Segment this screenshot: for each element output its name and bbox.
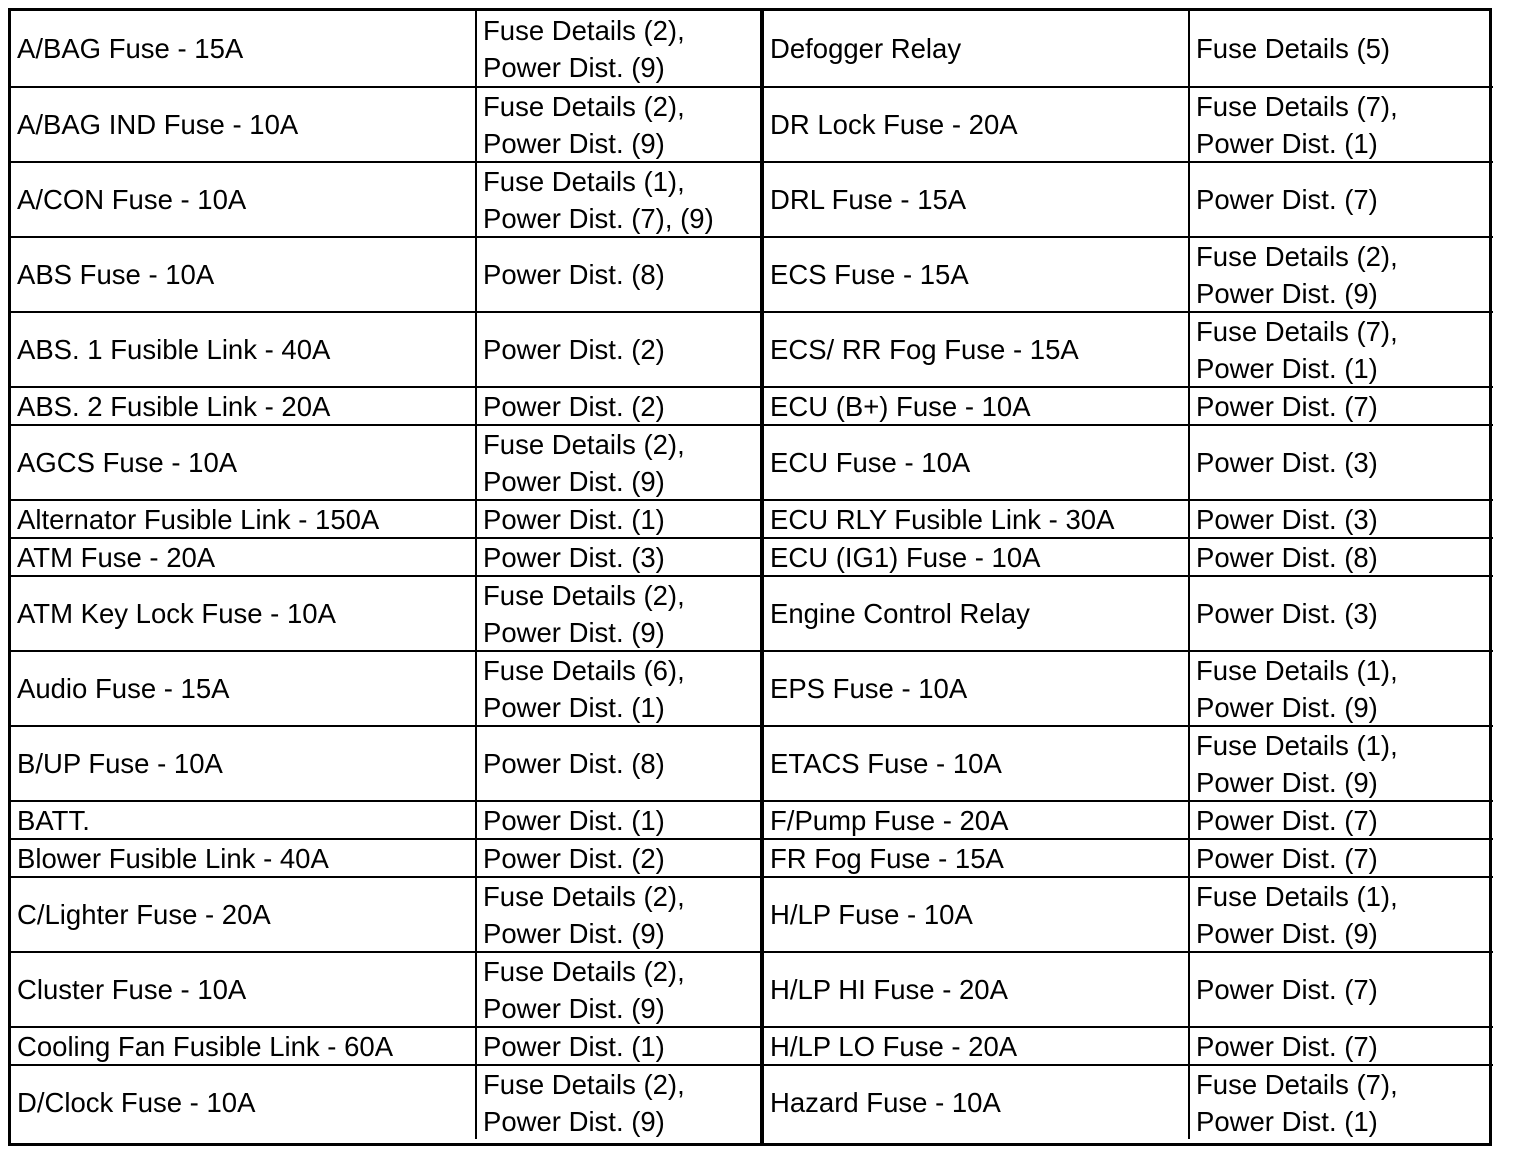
reference-cell bbox=[477, 878, 760, 951]
page-reference: Fuse Details (2), Power Dist. (9) bbox=[1196, 240, 1398, 309]
table-row bbox=[764, 838, 1493, 876]
page-reference: Power Dist. (2) bbox=[483, 334, 665, 365]
page-reference: Power Dist. (3) bbox=[483, 541, 665, 573]
reference-cell bbox=[1190, 313, 1493, 386]
component-name-cell bbox=[11, 953, 477, 1026]
component-name-cell bbox=[11, 501, 477, 537]
component-name: EPS Fuse - 10A bbox=[770, 673, 968, 704]
page-reference: Fuse Details (2), Power Dist. (9) bbox=[483, 880, 685, 949]
reference-cell bbox=[1190, 11, 1493, 86]
component-name: H/LP HI Fuse - 20A bbox=[770, 974, 1008, 1005]
component-name-cell bbox=[764, 652, 1190, 725]
component-name-cell bbox=[11, 878, 477, 951]
page-reference: Power Dist. (7) bbox=[1196, 1030, 1378, 1062]
table-row bbox=[11, 311, 760, 386]
component-name-cell bbox=[11, 11, 477, 86]
component-name: Alternator Fusible Link - 150A bbox=[17, 503, 380, 535]
reference-cell bbox=[1190, 727, 1493, 800]
component-name: ATM Fuse - 20A bbox=[17, 541, 216, 573]
component-name: Audio Fuse - 15A bbox=[17, 673, 230, 704]
table-row bbox=[764, 951, 1493, 1026]
component-name-cell bbox=[764, 577, 1190, 650]
table-row bbox=[764, 800, 1493, 838]
component-name-cell bbox=[764, 88, 1190, 161]
component-name: Blower Fusible Link - 40A bbox=[17, 842, 329, 874]
page-reference: Fuse Details (2), Power Dist. (9) bbox=[483, 14, 685, 83]
page-reference: Power Dist. (3) bbox=[1196, 503, 1378, 535]
table-row bbox=[11, 1026, 760, 1064]
page-reference: Fuse Details (7), Power Dist. (1) bbox=[1196, 315, 1398, 384]
table-row bbox=[764, 499, 1493, 537]
component-name: ATM Key Lock Fuse - 10A bbox=[17, 598, 336, 629]
component-name: F/Pump Fuse - 20A bbox=[770, 804, 1009, 836]
component-name: ABS. 1 Fusible Link - 40A bbox=[17, 334, 331, 365]
reference-cell bbox=[477, 11, 760, 86]
table-row bbox=[11, 800, 760, 838]
component-name-cell bbox=[764, 426, 1190, 499]
component-name-cell bbox=[11, 802, 477, 838]
page-reference: Fuse Details (1), Power Dist. (9) bbox=[1196, 880, 1398, 949]
page-reference: Fuse Details (2), Power Dist. (9) bbox=[483, 1068, 685, 1137]
table-row bbox=[11, 876, 760, 951]
page-reference: Fuse Details (1), Power Dist. (7), (9) bbox=[483, 165, 714, 234]
reference-cell bbox=[477, 388, 760, 424]
component-name: Cooling Fan Fusible Link - 60A bbox=[17, 1030, 394, 1062]
table-row bbox=[11, 236, 760, 311]
reference-cell bbox=[1190, 840, 1493, 876]
component-name-cell bbox=[764, 163, 1190, 236]
component-name: ETACS Fuse - 10A bbox=[770, 748, 1002, 779]
component-name-cell bbox=[11, 426, 477, 499]
reference-cell bbox=[1190, 1028, 1493, 1064]
page-reference: Power Dist. (8) bbox=[1196, 541, 1378, 573]
table-row bbox=[764, 876, 1493, 951]
table-row bbox=[764, 537, 1493, 575]
page-reference: Fuse Details (6), Power Dist. (1) bbox=[483, 654, 685, 723]
page-reference: Power Dist. (7) bbox=[1196, 842, 1378, 874]
page-reference: Power Dist. (8) bbox=[483, 259, 665, 290]
reference-cell bbox=[477, 802, 760, 838]
table-row bbox=[11, 1064, 760, 1139]
component-name: H/LP Fuse - 10A bbox=[770, 899, 973, 930]
component-name-cell bbox=[764, 878, 1190, 951]
page-reference: Fuse Details (2), Power Dist. (9) bbox=[483, 90, 685, 159]
table-row bbox=[11, 951, 760, 1026]
right-column-table bbox=[764, 11, 1493, 1143]
table-row bbox=[11, 499, 760, 537]
table-row bbox=[764, 11, 1493, 86]
page-reference: Power Dist. (2) bbox=[483, 390, 665, 422]
page-reference: Power Dist. (3) bbox=[1196, 447, 1378, 478]
page-reference: Power Dist. (7) bbox=[1196, 804, 1378, 836]
component-name-cell bbox=[764, 727, 1190, 800]
page-reference: Fuse Details (1), Power Dist. (9) bbox=[1196, 654, 1398, 723]
page-reference: Power Dist. (3) bbox=[1196, 598, 1378, 629]
table-row bbox=[764, 311, 1493, 386]
table-row bbox=[11, 424, 760, 499]
table-row bbox=[764, 86, 1493, 161]
reference-cell bbox=[1190, 878, 1493, 951]
component-name-cell bbox=[11, 727, 477, 800]
component-name-cell bbox=[11, 238, 477, 311]
component-name-cell bbox=[11, 1028, 477, 1064]
table-row bbox=[11, 650, 760, 725]
reference-cell bbox=[477, 426, 760, 499]
page-reference: Fuse Details (7), Power Dist. (1) bbox=[1196, 90, 1398, 159]
table-row bbox=[764, 236, 1493, 311]
component-name-cell bbox=[764, 802, 1190, 838]
component-name-cell bbox=[11, 652, 477, 725]
component-name-cell bbox=[764, 953, 1190, 1026]
reference-cell bbox=[477, 727, 760, 800]
component-name: A/BAG IND Fuse - 10A bbox=[17, 109, 299, 140]
table-row bbox=[11, 11, 760, 86]
reference-cell bbox=[1190, 238, 1493, 311]
table-row bbox=[764, 1026, 1493, 1064]
component-name-cell bbox=[11, 313, 477, 386]
reference-cell bbox=[477, 313, 760, 386]
component-name: BATT. bbox=[17, 804, 90, 836]
component-name-cell bbox=[11, 1066, 477, 1139]
component-name: ECU RLY Fusible Link - 30A bbox=[770, 503, 1115, 535]
page-reference: Power Dist. (8) bbox=[483, 748, 665, 779]
component-name: ECU (B+) Fuse - 10A bbox=[770, 390, 1031, 422]
table-row bbox=[11, 838, 760, 876]
component-name-cell bbox=[11, 388, 477, 424]
left-column-table bbox=[11, 11, 760, 1143]
page-reference: Fuse Details (2), Power Dist. (9) bbox=[483, 428, 685, 497]
reference-cell bbox=[1190, 953, 1493, 1026]
reference-cell bbox=[477, 238, 760, 311]
reference-cell bbox=[1190, 577, 1493, 650]
component-name-cell bbox=[764, 11, 1190, 86]
page-reference: Fuse Details (5) bbox=[1196, 33, 1391, 64]
reference-cell bbox=[477, 163, 760, 236]
component-name: A/BAG Fuse - 15A bbox=[17, 33, 244, 64]
reference-cell bbox=[1190, 539, 1493, 575]
page-reference: Power Dist. (7) bbox=[1196, 184, 1378, 215]
reference-cell bbox=[1190, 802, 1493, 838]
fuse-index-table bbox=[8, 8, 1492, 1146]
component-name-cell bbox=[764, 388, 1190, 424]
table-row bbox=[764, 575, 1493, 650]
component-name-cell bbox=[764, 238, 1190, 311]
component-name: Defogger Relay bbox=[770, 33, 962, 64]
page-reference: Power Dist. (1) bbox=[483, 503, 665, 535]
component-name-cell bbox=[11, 840, 477, 876]
component-name: ABS Fuse - 10A bbox=[17, 259, 215, 290]
reference-cell bbox=[477, 501, 760, 537]
component-name: ABS. 2 Fusible Link - 20A bbox=[17, 390, 331, 422]
reference-cell bbox=[477, 840, 760, 876]
reference-cell bbox=[477, 1066, 760, 1139]
table-row bbox=[11, 537, 760, 575]
component-name: B/UP Fuse - 10A bbox=[17, 748, 223, 779]
table-row bbox=[764, 386, 1493, 424]
component-name-cell bbox=[764, 539, 1190, 575]
page-reference: Fuse Details (2), Power Dist. (9) bbox=[483, 579, 685, 648]
reference-cell bbox=[1190, 1066, 1493, 1139]
reference-cell bbox=[1190, 88, 1493, 161]
component-name: C/Lighter Fuse - 20A bbox=[17, 899, 271, 930]
page-reference: Power Dist. (1) bbox=[483, 1030, 665, 1062]
reference-cell bbox=[477, 88, 760, 161]
table-row bbox=[764, 650, 1493, 725]
component-name-cell bbox=[11, 88, 477, 161]
component-name: ECS Fuse - 15A bbox=[770, 259, 969, 290]
table-row bbox=[764, 424, 1493, 499]
page-reference: Fuse Details (2), Power Dist. (9) bbox=[483, 955, 685, 1024]
table-row bbox=[11, 575, 760, 650]
page-reference: Power Dist. (7) bbox=[1196, 974, 1378, 1005]
reference-cell bbox=[1190, 501, 1493, 537]
table-row bbox=[764, 725, 1493, 800]
table-row bbox=[11, 161, 760, 236]
component-name-cell bbox=[764, 1028, 1190, 1064]
component-name-cell bbox=[11, 163, 477, 236]
reference-cell bbox=[477, 953, 760, 1026]
component-name-cell bbox=[764, 501, 1190, 537]
component-name: D/Clock Fuse - 10A bbox=[17, 1087, 256, 1118]
component-name: DRL Fuse - 15A bbox=[770, 184, 967, 215]
component-name-cell bbox=[764, 840, 1190, 876]
component-name-cell bbox=[11, 539, 477, 575]
reference-cell bbox=[1190, 426, 1493, 499]
component-name: ECS/ RR Fog Fuse - 15A bbox=[770, 334, 1079, 365]
component-name-cell bbox=[11, 577, 477, 650]
page-reference: Power Dist. (1) bbox=[483, 804, 665, 836]
reference-cell bbox=[1190, 388, 1493, 424]
component-name: Engine Control Relay bbox=[770, 598, 1030, 629]
component-name: ECU Fuse - 10A bbox=[770, 447, 971, 478]
component-name: AGCS Fuse - 10A bbox=[17, 447, 238, 478]
table-row bbox=[764, 1064, 1493, 1139]
component-name: FR Fog Fuse - 15A bbox=[770, 842, 1004, 874]
reference-cell bbox=[477, 577, 760, 650]
component-name: Cluster Fuse - 10A bbox=[17, 974, 247, 1005]
page-reference: Power Dist. (2) bbox=[483, 842, 665, 874]
page-reference: Fuse Details (7), Power Dist. (1) bbox=[1196, 1068, 1398, 1137]
reference-cell bbox=[477, 539, 760, 575]
component-name: H/LP LO Fuse - 20A bbox=[770, 1030, 1018, 1062]
component-name-cell bbox=[764, 1066, 1190, 1139]
table-row bbox=[11, 725, 760, 800]
table-row bbox=[764, 161, 1493, 236]
page-reference: Power Dist. (7) bbox=[1196, 390, 1378, 422]
table-row bbox=[11, 86, 760, 161]
component-name-cell bbox=[764, 313, 1190, 386]
reference-cell bbox=[1190, 163, 1493, 236]
component-name: DR Lock Fuse - 20A bbox=[770, 109, 1018, 140]
page-reference: Fuse Details (1), Power Dist. (9) bbox=[1196, 729, 1398, 798]
component-name: A/CON Fuse - 10A bbox=[17, 184, 247, 215]
reference-cell bbox=[1190, 652, 1493, 725]
component-name: Hazard Fuse - 10A bbox=[770, 1087, 1001, 1118]
component-name: ECU (IG1) Fuse - 10A bbox=[770, 541, 1041, 573]
reference-cell bbox=[477, 1028, 760, 1064]
reference-cell bbox=[477, 652, 760, 725]
table-row bbox=[11, 386, 760, 424]
